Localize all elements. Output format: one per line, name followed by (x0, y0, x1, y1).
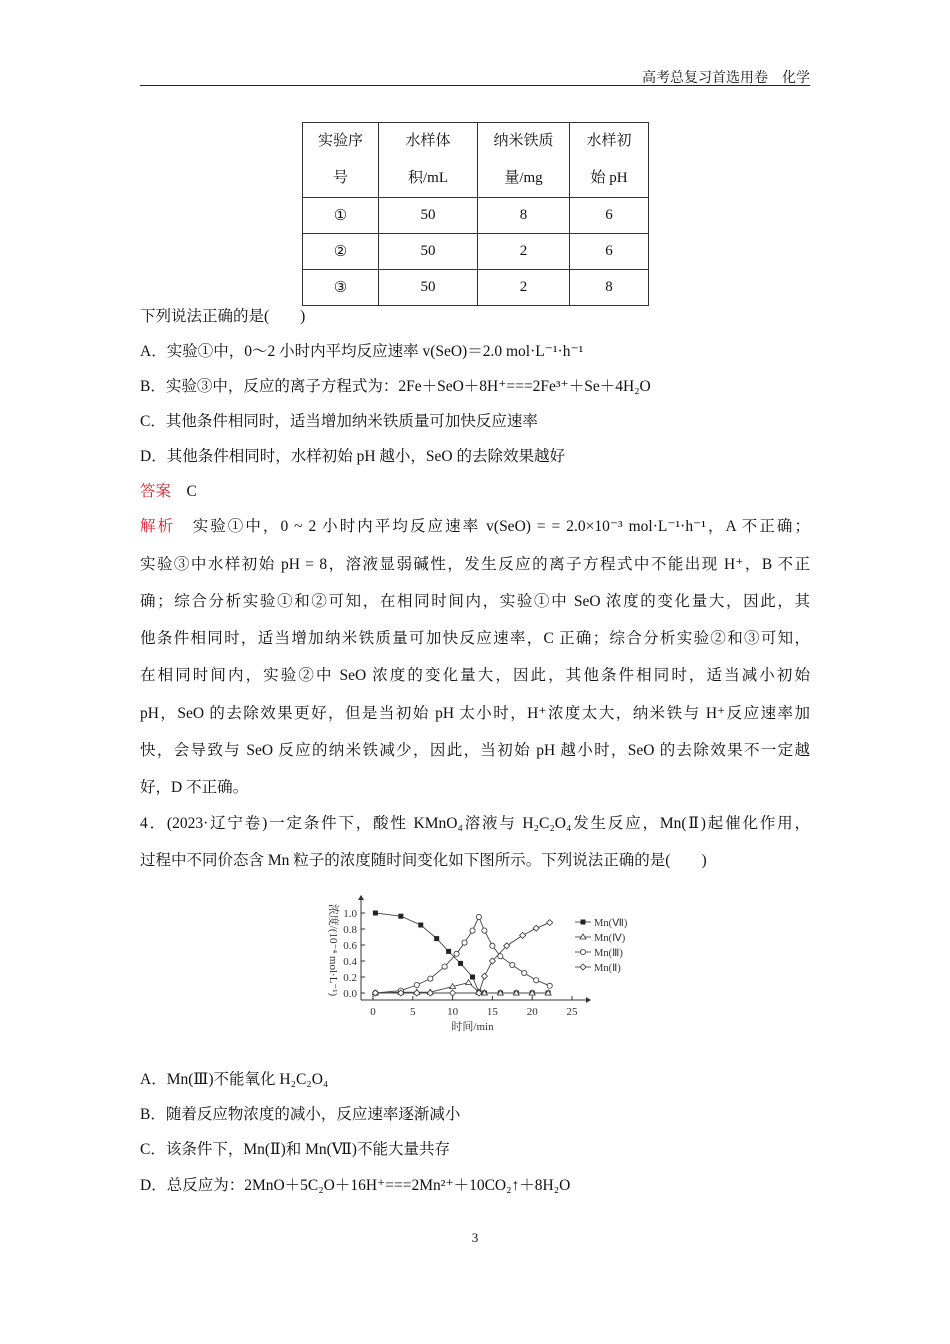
analysis-text: 实验①中，0 ~ 2 小时内平均反应速率 v(SeO) = = 2.0×10⁻³ mol·L⁻¹·h⁻¹，A 不正确； (192, 518, 810, 535)
data-point-2 (454, 951, 459, 956)
table-cell: 2 (478, 270, 570, 306)
header-text: 水样体 (405, 133, 451, 149)
data-point-2 (442, 964, 447, 969)
legend-label: Mn(Ⅶ) (594, 918, 628, 929)
analysis-line: 确；综合分析实验①和②可知，在相同时间内，实验①中 SeO 浓度的变化量大，因此，其 (140, 593, 810, 610)
y-tick-label: 1.0 (343, 908, 357, 920)
header-text: 纳米铁质 (493, 133, 554, 149)
series-line-2 (375, 917, 549, 993)
header-text: 积/mL (408, 170, 448, 186)
q4-stem-line: 过程中不同价态含 Mn 粒子的浓度随时间变化如下图所示。下列说法正确的是( ) (140, 852, 707, 869)
data-point-3 (450, 990, 456, 996)
data-point-2 (428, 976, 433, 981)
table-cell: 50 (379, 198, 478, 234)
table-cell: 6 (570, 198, 649, 234)
y-tick-label: 0.0 (343, 988, 357, 1000)
table-cell: 8 (478, 198, 570, 234)
data-point-2 (490, 943, 495, 948)
q4-option-a: A．Mn(Ⅲ)不能氧化 H₂C₂O₄ (140, 1071, 329, 1088)
data-point-2 (462, 940, 467, 945)
data-point-1 (466, 980, 472, 985)
data-point-3 (533, 925, 539, 931)
analysis-line: 好，D 不正确。 (140, 779, 249, 796)
data-point-0 (418, 923, 423, 928)
table-cell: 50 (379, 234, 478, 270)
data-point-2 (547, 983, 552, 988)
legend-marker (580, 934, 586, 939)
data-point-3 (427, 990, 433, 996)
analysis-line: 在相同时间内，实验②中 SeO 浓度的变化量大，因此，其他条件相同时，适当减小初始 (140, 667, 810, 684)
y-tick-label: 0.2 (343, 972, 357, 984)
y-tick-label: 0.8 (343, 924, 357, 936)
x-tick-label: 5 (410, 1006, 416, 1018)
table-cell: 50 (379, 270, 478, 306)
table-cell: 6 (570, 234, 649, 270)
x-axis-label: 时间/min (451, 1021, 494, 1033)
answer-value: C (186, 483, 197, 500)
analysis-line: 快，会导致与 SeO 反应的纳米铁减少，因此，当初始 pH 越小时，SeO 的去除效果不一定越 (140, 742, 810, 759)
data-point-2 (522, 970, 527, 975)
header-text: 号 (332, 170, 348, 186)
data-point-0 (373, 911, 378, 916)
legend-label: Mn(Ⅲ) (594, 948, 623, 959)
analysis-line: 他条件相同时，适当增加纳米铁质量可加快反应速率，C 正确；综合分析实验②和③可知， (140, 630, 810, 647)
table-cell: ③ (303, 270, 379, 306)
table-cell: ② (303, 234, 379, 270)
answer-label: 答案 (140, 483, 172, 500)
data-point-3 (414, 990, 420, 996)
y-tick-label: 0.4 (343, 956, 357, 968)
data-point-0 (398, 914, 403, 919)
running-header: 高考总复习首选用卷 化学 (642, 71, 810, 86)
header-text: 实验序 (317, 133, 363, 149)
data-point-2 (414, 982, 419, 987)
series-line-0 (375, 913, 548, 993)
x-tick-label: 10 (447, 1006, 459, 1018)
y-axis-arrow (358, 895, 364, 900)
analysis-line: 实验③中水样初始 pH = 8，溶液显弱碱性，发生反应的离子方程式中不能出现 H⁺，B 不正 (140, 556, 810, 573)
header-text: 量/mg (504, 170, 543, 186)
x-tick-label: 20 (526, 1006, 538, 1018)
data-point-2 (534, 978, 539, 983)
data-point-2 (482, 928, 487, 933)
data-point-0 (446, 949, 451, 954)
option-a: A．实验①中，0～2 小时内平均反应速率 v(SeO)＝2.0 mol·L⁻¹·h⁻¹ (140, 343, 584, 360)
data-point-2 (476, 914, 481, 919)
data-point-2 (510, 962, 515, 967)
data-point-0 (470, 975, 475, 980)
option-c: C．其他条件相同时，适当增加纳米铁质量可加快反应速率 (140, 413, 538, 430)
option-d: D．其他条件相同时，水样初始 pH 越小，SeO 的去除效果越好 (140, 448, 565, 465)
table-cell: ① (303, 198, 379, 234)
legend-label: Mn(Ⅳ) (594, 933, 626, 944)
legend-label: Mn(Ⅱ) (594, 963, 621, 974)
data-point-3 (481, 973, 487, 979)
x-tick-label: 25 (566, 1006, 578, 1018)
table-cell: 8 (570, 270, 649, 306)
q4-option-c: C．该条件下，Mn(Ⅱ)和 Mn(Ⅶ)不能大量共存 (140, 1141, 450, 1158)
q4-stem-line: 4．(2023·辽宁卷)一定条件下，酸性 KMnO₄溶液与 H₂C₂O₄发生反应，Mn(Ⅱ)起催化作用， (140, 815, 810, 832)
x-axis-arrow (586, 997, 591, 1003)
data-point-3 (520, 932, 526, 938)
legend-marker (581, 920, 586, 925)
header-text: 水样初 (586, 133, 632, 149)
x-tick-label: 15 (486, 1006, 498, 1018)
analysis-line: pH，SeO 的去除效果更好，但是当初始 pH 太小时，H⁺浓度太大，纳米铁与 H⁺反应速率加 (140, 705, 810, 722)
table-cell: 2 (478, 234, 570, 270)
data-point-2 (470, 928, 475, 933)
question-stem: 下列说法正确的是( ) (140, 308, 306, 325)
y-axis-label: 浓度/(10⁻⁴ mol·L⁻¹) (327, 903, 339, 997)
q4-option-d: D．总反应为：2MnO＋5C₂O＋16H⁺===2Mn²⁺＋10CO₂↑＋8H₂O (140, 1177, 571, 1194)
option-b: B．实验③中，反应的离子方程式为：2Fe＋SeO＋8H⁺===2Fe³⁺＋Se＋4H₂O (140, 378, 651, 395)
x-tick-label: 0 (370, 1006, 376, 1018)
page-number: 3 (471, 1230, 479, 1245)
q4-option-b: B．随着反应物浓度的减小，反应速率逐渐减小 (140, 1106, 461, 1123)
header-text: 始 pH (590, 170, 628, 186)
data-point-3 (547, 920, 553, 926)
y-tick-label: 0.6 (343, 940, 357, 952)
data-point-0 (434, 936, 439, 941)
data-point-0 (458, 961, 463, 966)
analysis-label: 解析 (140, 518, 176, 535)
legend-marker (580, 964, 586, 970)
legend-marker (580, 949, 585, 954)
